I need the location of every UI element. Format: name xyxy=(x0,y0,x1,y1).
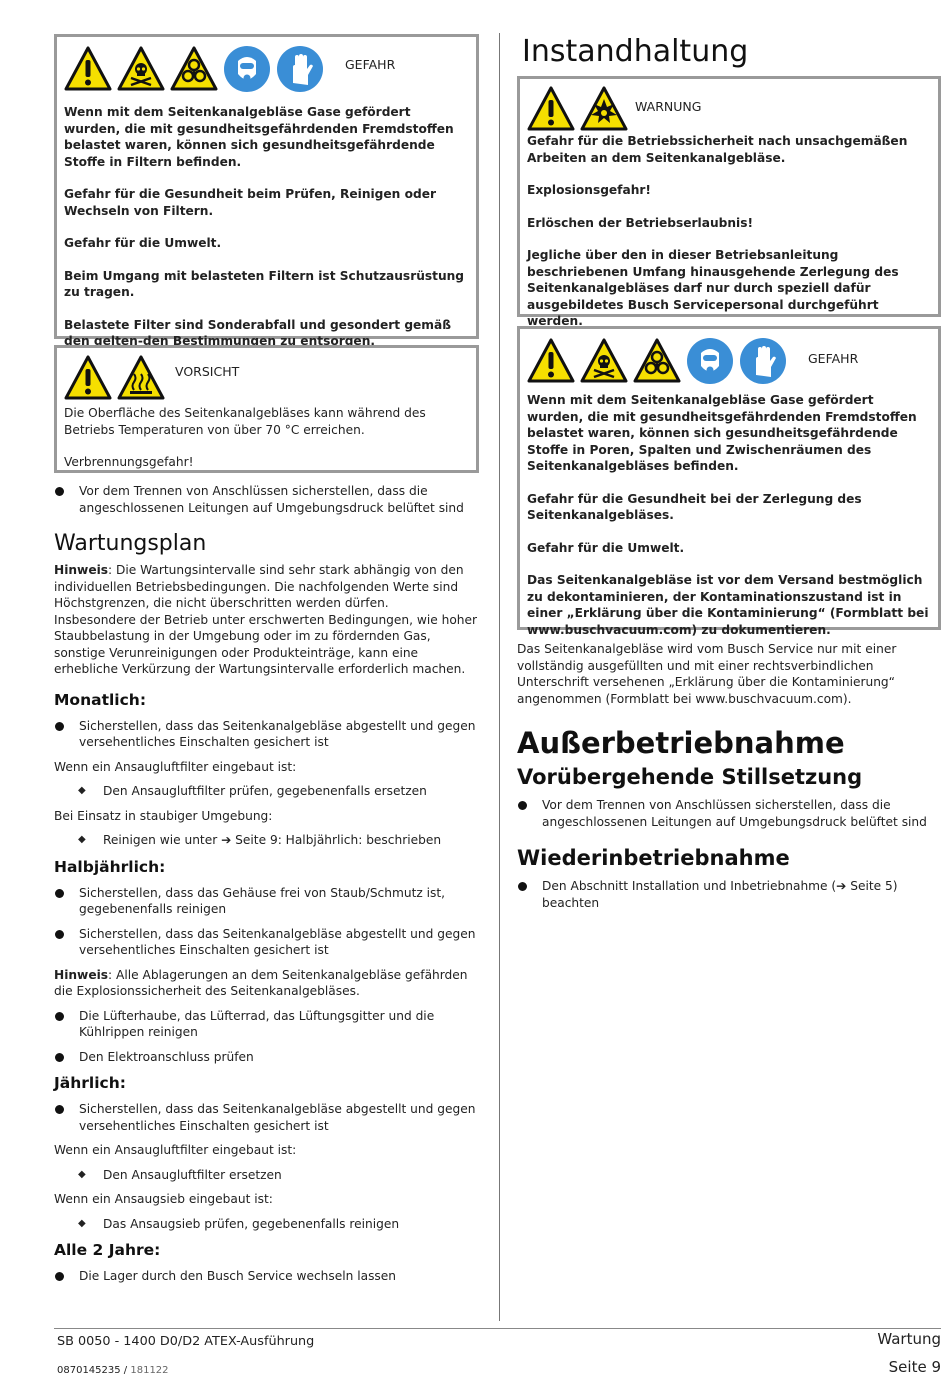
signal-word: GEFAHR xyxy=(808,350,859,366)
paragraph: Jegliche über den in dieser Betriebsanleitung beschriebenen Umfang hinausgehende Zerlegung des Seitenkanalgebläses darf nur durch speziell dafür ausgebildetes Busch Servicepersonal durchgeführt werden. xyxy=(527,248,899,328)
respirator-icon xyxy=(223,45,271,93)
doc-title: SB 0050 - 1400 D0/D2 ATEX-Ausführung xyxy=(57,1334,315,1349)
page-footer xyxy=(54,1328,941,1376)
toxic-icon xyxy=(117,45,165,93)
danger-text xyxy=(64,104,468,350)
toxic-icon xyxy=(580,337,628,385)
list-item: Den Abschnitt Installation und Inbetriebnahme (➔ Seite 5) beachten xyxy=(517,878,941,911)
subheading-2years: Alle 2 Jahre: xyxy=(54,1241,161,1259)
doc-date: 181122 xyxy=(130,1365,169,1376)
danger-text xyxy=(527,392,930,638)
condition-text: Wenn ein Ansaugsieb eingebaut ist: xyxy=(54,1192,273,1206)
paragraph: Das Seitenkanalgebläse ist vor dem Versand bestmöglich zu dekontaminieren, der Kontaminationszustand ist in einer „Erklärung über die Kontaminierung“ (Formblatt bei www.buschvacuum.com) zu dokumentieren. xyxy=(527,573,929,637)
service-text: Das Seitenkanalgebläse wird vom Busch Service nur mit einer vollständig ausgefüllten und mit einer rechtsverbindlichen Unterschrift versehenen „Erklärung über die Kontaminierung“ angenommen (Formblatt bei www.buschvacuum.com). xyxy=(517,642,897,706)
sub-list-item: ◆ Das Ansaugsieb prüfen, gegebenenfalls reinigen xyxy=(54,1216,479,1233)
maintenance-plan xyxy=(54,483,479,1285)
icon-row xyxy=(527,85,930,133)
page-heading: Instandhaltung xyxy=(522,34,749,69)
warning-icon xyxy=(64,45,112,93)
warning-icon xyxy=(64,354,112,402)
subheading-monthly: Monatlich: xyxy=(54,690,147,709)
warning-icon xyxy=(527,85,575,133)
note xyxy=(54,967,479,1000)
icon-row xyxy=(64,43,468,95)
gloves-icon xyxy=(276,45,324,93)
condition-text: Bei Einsatz in staubiger Umgebung: xyxy=(54,808,273,823)
warning-box xyxy=(517,76,941,328)
paragraph: Wenn mit dem Seitenkanalgebläse Gase gefördert wurden, die mit gesundheitsgefährdenden Fremdstoffen belastet waren, können sich gesundheitsgefährdende Stoffe in Poren, Spalten und Zwischenräumen des Seitenkanalgebläses befinden. xyxy=(527,393,917,473)
subheading-recommissioning: Wiederinbetriebnahme xyxy=(517,846,790,870)
section-heading: Außerbetriebnahme xyxy=(517,726,845,760)
list-item: Vor dem Trennen von Anschlüssen sicherstellen, dass die angeschlossenen Leitungen auf Umgebungsdruck belüftet sind xyxy=(517,797,941,830)
column-divider xyxy=(499,33,500,1321)
list-item: Sicherstellen, dass das Seitenkanalgebläse abgestellt und gegen versehentliches Einschalten gesichert ist xyxy=(54,1101,479,1134)
paragraph: Erlöschen der Betriebserlaubnis! xyxy=(527,215,754,230)
condition-text: Wenn ein Ansaugluftfilter eingebaut ist: xyxy=(54,1143,297,1157)
explosion-icon xyxy=(580,85,628,133)
page-number: Seite 9 xyxy=(888,1358,941,1376)
paragraph: Gefahr für die Gesundheit beim Prüfen, Reinigen oder Wechseln von Filtern. xyxy=(64,187,436,218)
paragraph: Verbrennungsgefahr! xyxy=(64,455,194,469)
decommissioning xyxy=(517,641,941,911)
sub-list-item: ◆ Den Ansaugluftfilter prüfen, gegebenenfalls ersetzen xyxy=(54,783,479,800)
paragraph: Gefahr für die Umwelt. xyxy=(64,236,222,250)
warning-icon xyxy=(527,337,575,385)
section-heading: Wartungsplan xyxy=(54,531,207,556)
paragraph: Die Oberfläche des Seitenkanalgebläses kann während des Betriebs Temperaturen von über 70 °C erreichen. xyxy=(64,406,426,437)
sub-list-item: ◆ Reinigen wie unter ➔ Seite 9: Halbjährlich: beschrieben xyxy=(54,832,479,849)
plan-note xyxy=(54,562,479,612)
list-item: Sicherstellen, dass das Seitenkanalgebläse abgestellt und gegen versehentliches Einschalten gesichert ist xyxy=(54,926,479,959)
sub-list-item: ◆ Den Ansaugluftfilter ersetzen xyxy=(54,1167,479,1184)
subheading-temporary: Vorübergehende Stillsetzung xyxy=(517,765,863,789)
note-label: Hinweis xyxy=(54,967,109,982)
note-label: Hinweis xyxy=(54,563,109,577)
list-item: Die Lager durch den Busch Service wechseln lassen xyxy=(54,1268,479,1285)
icon-row xyxy=(527,335,930,387)
biohazard-icon xyxy=(633,337,681,385)
plan-text: Insbesondere der Betrieb unter erschwerten Bedingungen, wie hoher Staubbelastung in der Umgebung oder im zu fördernden Gas, sonstige Verunreinigungen oder Produkteinträge, kann eine erhebliche Verkürzung der Wartungsintervalle erforderlich machen. xyxy=(54,612,478,676)
condition-text: Wenn ein Ansaugluftfilter eingebaut ist: xyxy=(54,759,297,774)
respirator-icon xyxy=(686,337,734,385)
paragraph: Explosionsgefahr! xyxy=(527,183,651,197)
paragraph: Gefahr für die Betriebssicherheit nach unsachgemäßen Arbeiten an dem Seitenkanalgebläse. xyxy=(527,134,908,165)
list-item: Sicherstellen, dass das Seitenkanalgebläse abgestellt und gegen versehentliches Einschalten gesichert ist xyxy=(54,718,479,751)
signal-word: VORSICHT xyxy=(175,363,240,379)
warning-text xyxy=(527,133,930,330)
caution-box xyxy=(54,345,479,473)
note-text: : Alle Ablagerungen an dem Seitenkanalgebläse gefährden die Explosionssicherheit des Seitenkanalgebläses. xyxy=(54,967,468,998)
subheading-yearly: Jährlich: xyxy=(54,1074,126,1092)
list-item: Die Lüfterhaube, das Lüfterrad, das Lüftungsgitter und die Kühlrippen reinigen xyxy=(54,1008,479,1041)
doc-number: 0870145235 / xyxy=(57,1365,131,1376)
caution-text xyxy=(64,405,468,471)
danger-box-filters xyxy=(54,34,479,348)
signal-word: WARNUNG xyxy=(635,98,702,114)
list-item: Sicherstellen, dass das Gehäuse frei von Staub/Schmutz ist, gegebenenfalls reinigen xyxy=(54,885,479,918)
signal-word: GEFAHR xyxy=(345,56,396,72)
gloves-icon xyxy=(739,337,787,385)
paragraph: Gefahr für die Gesundheit bei der Zerlegung des Seitenkanalgebläses. xyxy=(527,491,862,522)
list-item: Vor dem Trennen von Anschlüssen sicherstellen, dass die angeschlossenen Leitungen auf Umgebungsdruck belüftet sind xyxy=(54,483,479,516)
section-name: Wartung xyxy=(877,1330,941,1348)
icon-row xyxy=(64,354,468,402)
paragraph: Wenn mit dem Seitenkanalgebläse Gase gefördert wurden, die mit gesundheitsgefährdenden Fremdstoffen belastet waren, können sich gesundheitsgefährdende Stoffe in Filtern befinden. xyxy=(64,105,454,169)
biohazard-icon xyxy=(170,45,218,93)
doc-code xyxy=(57,1363,169,1379)
danger-box-disassembly xyxy=(517,326,941,637)
subheading-halfyearly: Halbjährlich: xyxy=(54,857,166,876)
paragraph: Belastete Filter sind Sonderabfall und gesondert gemäß den gelten-den Bestimmungen zu entsorgen. xyxy=(64,317,452,348)
paragraph: Gefahr für die Umwelt. xyxy=(527,540,685,555)
note-text: : Die Wartungsintervalle sind sehr stark abhängig von den individuellen Betriebsbedingungen. Die nachfolgenden Werte sind Höchstgrenzen, die nicht überschritten werden dürfen. xyxy=(54,563,464,610)
list-item: Den Elektroanschluss prüfen xyxy=(54,1049,479,1066)
paragraph: Beim Umgang mit belasteten Filtern ist Schutzausrüstung zu tragen. xyxy=(64,268,465,299)
hot-surface-icon xyxy=(117,354,165,402)
